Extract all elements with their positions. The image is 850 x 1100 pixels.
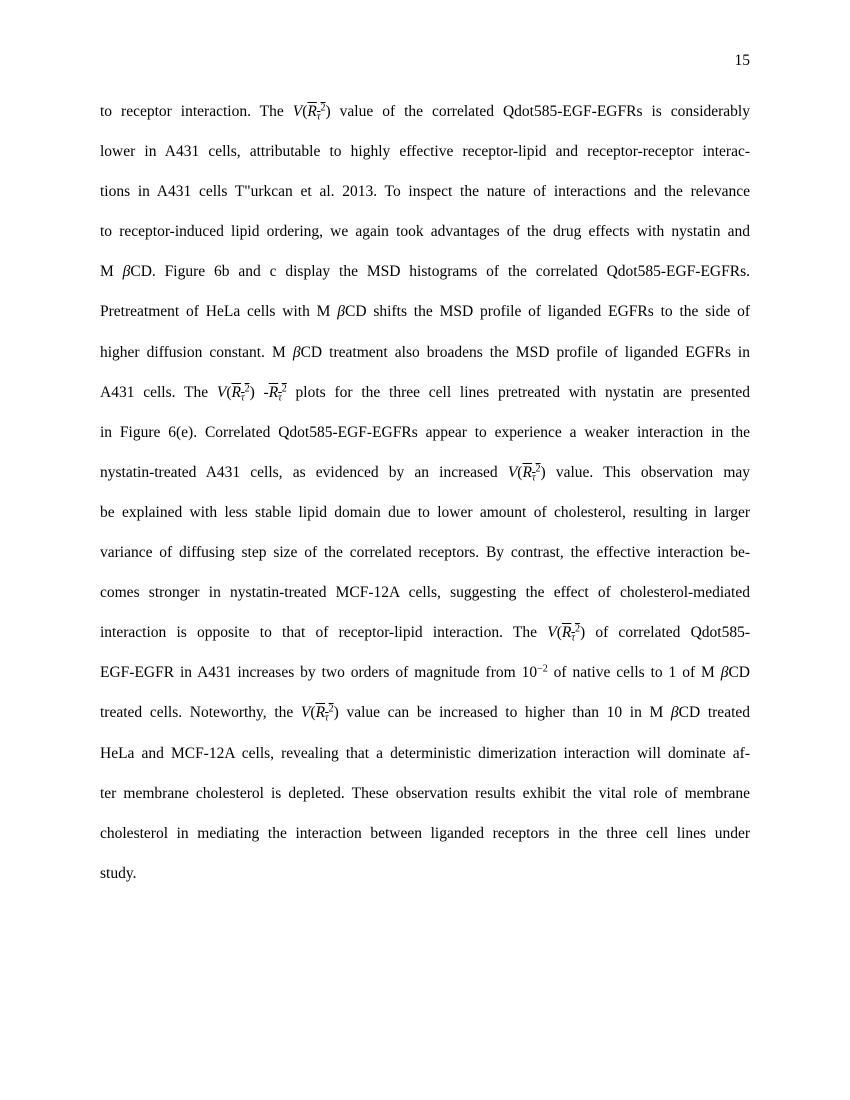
text-line: M βCD. Figure 6b and c display the MSD histograms of the correlated Qdot585-EGF-EGFRs. <box>100 263 750 281</box>
text-line: tions in A431 cells T"urkcan et al. 2013. To inspect the nature of interactions and the relevance <box>100 183 750 201</box>
text-line: EGF-EGFR in A431 increases by two orders of magnitude from $10^{-2}$ of native cells to 1 of M βCD <box>100 663 750 682</box>
page-number: 15 <box>734 52 750 69</box>
beta-symbol: β <box>122 263 131 281</box>
text-line: treated cells. Noteworthy, the $V(R_\tau^2)$ value can be increased to higher than 10 in M βCD treated <box>100 703 751 724</box>
text-line: comes stronger in nystatin-treated MCF-12A cells, suggesting the effect of cholesterol-mediated <box>100 584 750 602</box>
beta-symbol: β <box>720 664 729 682</box>
text-line: ter membrane cholesterol is depleted. These observation results exhibit the vital role of membrane <box>100 784 750 802</box>
text-line: to receptor interaction. The $V(R_\tau^2)$ value of the correlated Qdot585-EGF-EGFRs is considerably <box>100 102 750 123</box>
text-line: study. <box>100 864 137 882</box>
text-line: be explained with less stable lipid domain due to lower amount of cholesterol, resulting in larger <box>100 503 750 521</box>
variance-formula: $V(R_\tau^2)$ <box>292 102 331 123</box>
body-paragraph <box>100 102 750 904</box>
text-line: A431 cells. The $V(R_\tau^2)$ $-R_\tau^2$ plots for the three cell lines pretreated with nystatin are presented <box>100 383 750 404</box>
beta-symbol: β <box>337 303 346 321</box>
variance-formula: $V(R_\tau^2)$ <box>216 383 255 404</box>
variance-formula: $V(R_\tau^2)$ <box>300 703 339 724</box>
text-line: nystatin-treated A431 cells, as evidenced by an increased $V(R_\tau^2)$ value. This observation may <box>100 463 750 484</box>
power-of-ten: $10^{-2}$ <box>521 663 548 682</box>
beta-symbol: β <box>292 343 301 361</box>
text-line: lower in A431 cells, attributable to highly effective receptor-lipid and receptor-receptor interac- <box>100 143 750 161</box>
mean-square-formula: $R_\tau^2$ <box>268 383 287 404</box>
text-line: Pretreatment of HeLa cells with M βCD shifts the MSD profile of liganded EGFRs to the side of <box>100 303 750 321</box>
variance-formula: $V(R_\tau^2)$ <box>507 463 546 484</box>
beta-symbol: β <box>670 704 679 722</box>
text-line: higher diffusion constant. M βCD treatment also broadens the MSD profile of liganded EGFRs in <box>100 343 750 361</box>
text-line: variance of diffusing step size of the correlated receptors. By contrast, the effective interaction be- <box>100 544 750 562</box>
text-line: to receptor-induced lipid ordering, we again took advantages of the drug effects with nystatin and <box>100 223 750 241</box>
variance-formula: $V(R_\tau^2)$ <box>547 623 586 644</box>
text-line: interaction is opposite to that of receptor-lipid interaction. The $V(R_\tau^2)$ of correlated Qdot585- <box>100 623 751 644</box>
text-line: cholesterol in mediating the interaction between liganded receptors in the three cell lines under <box>100 824 750 842</box>
text-line: in Figure 6(e). Correlated Qdot585-EGF-EGFRs appear to experience a weaker interaction in the <box>100 423 750 441</box>
text-line: HeLa and MCF-12A cells, revealing that a deterministic dimerization interaction will dominate af- <box>100 744 750 762</box>
